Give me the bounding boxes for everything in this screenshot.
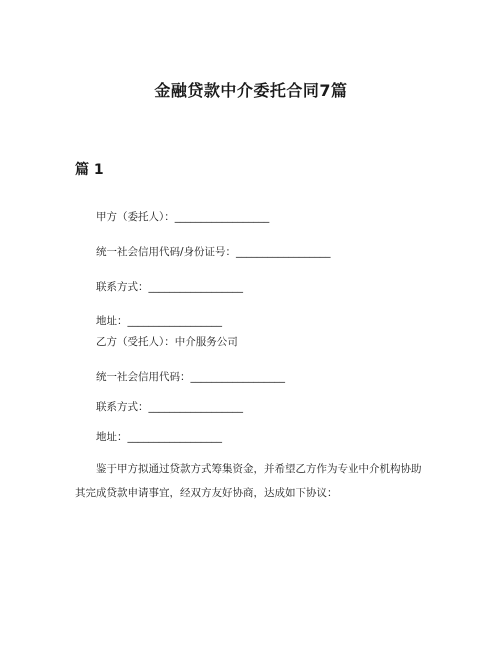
party-b-address-field: 地址：__________________ — [96, 431, 222, 443]
document-title: 金融贷款中介委托合同7篇 — [154, 81, 348, 100]
party-b-contact-field: 联系方式：__________________ — [96, 401, 243, 413]
party-a-contact-field: 联系方式：__________________ — [96, 281, 243, 293]
section-heading: 篇 1 — [75, 162, 104, 178]
preamble-paragraph: 鉴于甲方拟通过贷款方式筹集资金，并希望乙方作为专业中介机构协助其完成贷款申请事宜，经双方友好协商，达成如下协议： — [75, 463, 422, 499]
party-b-name-field: 乙方（受托人）：中介服务公司 — [96, 336, 238, 348]
party-a-name-field: 甲方（委托人）：__________________ — [96, 211, 270, 223]
party-a-address-field: 地址：__________________ — [96, 315, 222, 327]
party-b-credit-code-field: 统一社会信用代码：__________________ — [96, 371, 285, 383]
party-a-id-field: 统一社会信用代码/身份证号：__________________ — [96, 246, 331, 258]
